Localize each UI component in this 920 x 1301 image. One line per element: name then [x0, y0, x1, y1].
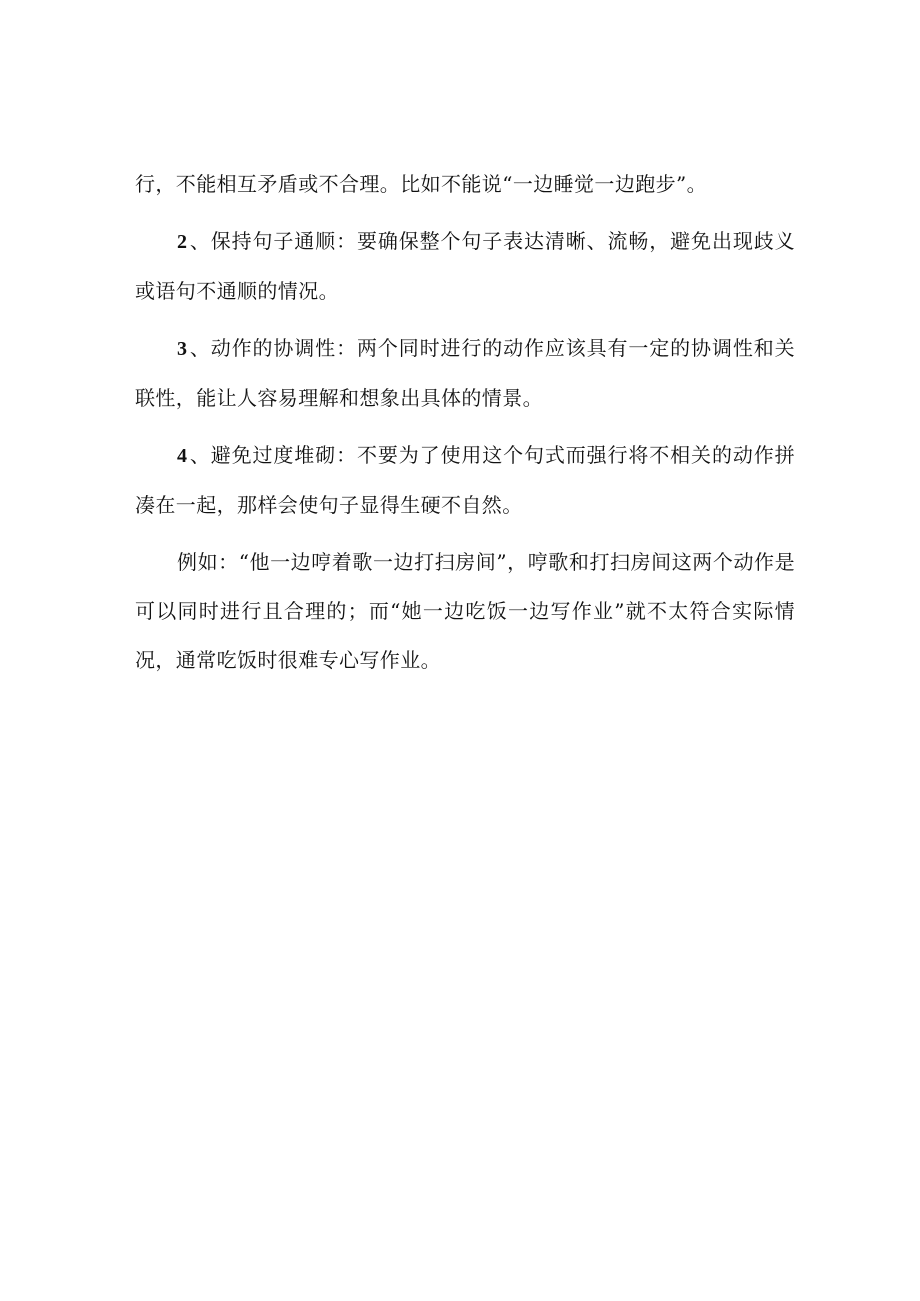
- list-item-2: [135, 217, 795, 316]
- paragraph-text: 、动作的协调性：两个同时进行的动作应该具有一定的协调性和关联性，能让人容易理解和想象出具体的情景。: [135, 336, 795, 410]
- paragraph-text: 行，不能相互矛盾或不合理。比如不能说“一边睡觉一边跑步”。: [135, 172, 708, 196]
- paragraph-continuation: [135, 160, 795, 209]
- paragraph-text: 、保持句子通顺：要确保整个句子表达清晰、流畅，避免出现歧义或语句不通顺的情况。: [135, 229, 795, 303]
- paragraph-text: 、避免过度堆砌：不要为了使用这个句式而强行将不相关的动作拼凑在一起，那样会使句子显得生硬不自然。: [135, 443, 795, 517]
- list-number: 2: [177, 231, 188, 253]
- document-body: [135, 160, 795, 693]
- paragraph-text: 例如：“他一边哼着歌一边打扫房间”，哼歌和打扫房间这两个动作是可以同时进行且合理的；而“她一边吃饭一边写作业”就不太符合实际情况，通常吃饭时很难专心写作业。: [135, 550, 795, 672]
- example-paragraph: [135, 538, 795, 685]
- list-number: 4: [177, 445, 188, 467]
- list-item-4: [135, 431, 795, 530]
- list-item-3: [135, 324, 795, 423]
- list-number: 3: [177, 338, 188, 360]
